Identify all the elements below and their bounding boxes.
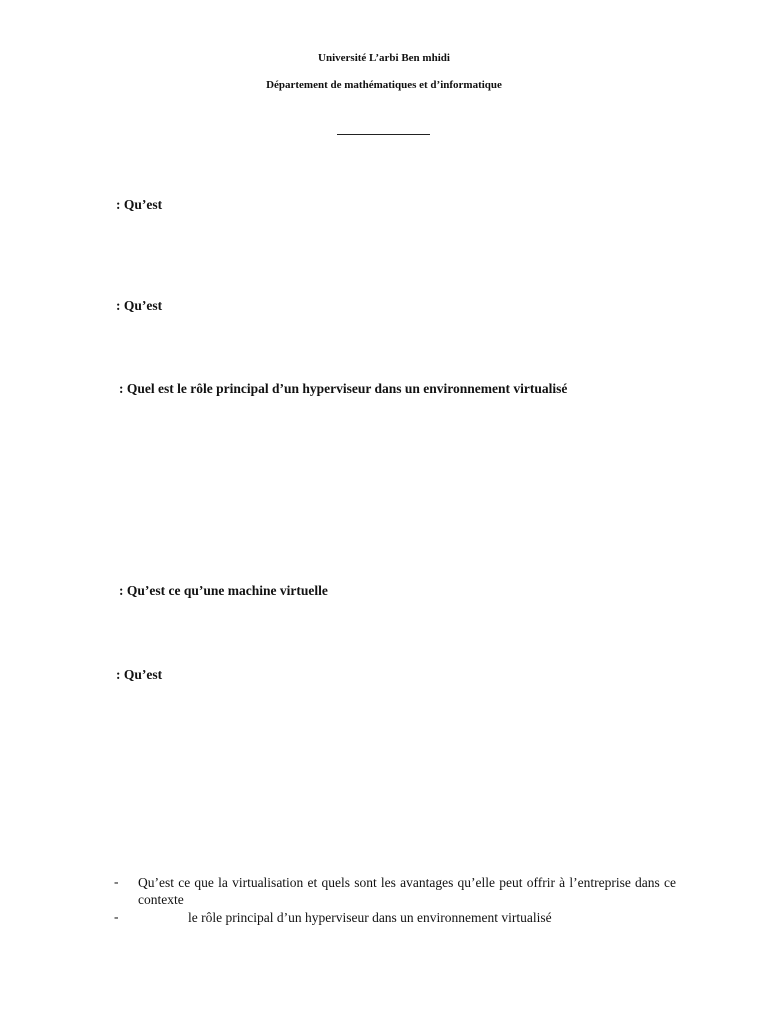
summary-list xyxy=(114,874,676,926)
question-4: : Qu’est ce qu’une machine virtuelle xyxy=(119,583,328,598)
university-name: Université L’arbi Ben mhidi xyxy=(318,52,450,64)
list-bullet: - xyxy=(114,874,119,889)
list-item xyxy=(114,909,676,926)
question-5: : Qu’est xyxy=(116,667,163,682)
list-item xyxy=(114,874,676,908)
list-item-text: Qu’est ce que la virtualisation et quels sont les avantages qu’elle peut offrir à l’entreprise dans ce contexte xyxy=(138,875,676,907)
department-name: Département de mathématiques et d’informatique xyxy=(266,79,502,91)
question-1: : Qu’est xyxy=(116,197,163,212)
question-2: : Qu’est xyxy=(116,298,163,313)
list-item-text: le rôle principal d’un hyperviseur dans un environnement virtualisé xyxy=(188,910,552,925)
separator-rule xyxy=(337,134,430,135)
list-bullet: - xyxy=(114,909,119,924)
question-3: : Quel est le rôle principal d’un hyperviseur dans un environnement virtualisé xyxy=(119,381,568,396)
